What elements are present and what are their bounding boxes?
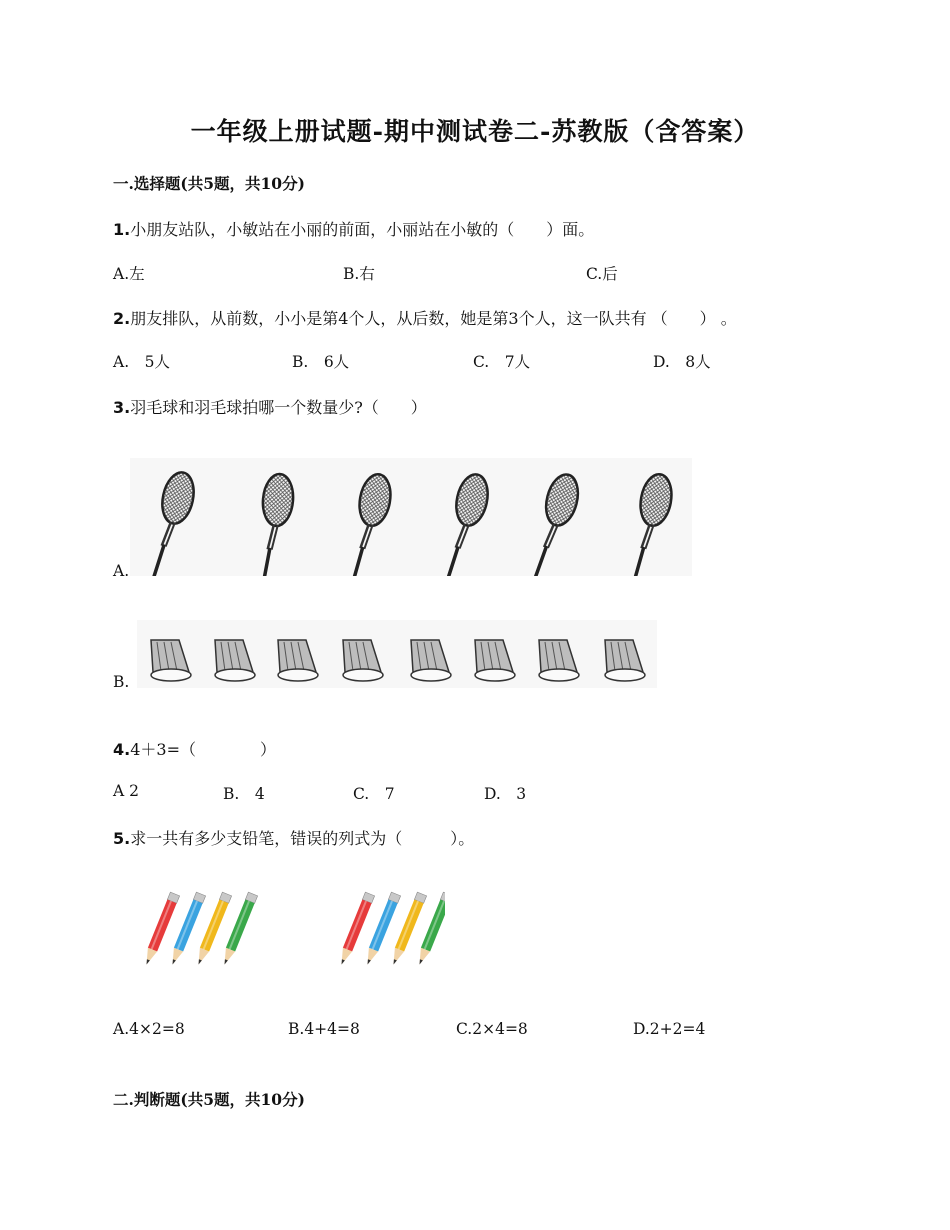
option-b[interactable]: B. [113,673,130,691]
page-title: 一年级上册试题-期中测试卷二-苏教版（含答案） [190,117,760,146]
question-1 [113,217,594,240]
option-c[interactable]: C.2×4=8 [456,1020,528,1038]
option-c[interactable]: C. 7人 [473,353,531,371]
option-b[interactable]: B.4+4=8 [288,1020,360,1038]
question-text: 羽毛球和羽毛球拍哪一个数量少?（ ） [130,398,427,417]
option-a[interactable]: A.4×2=8 [113,1020,185,1038]
option-a[interactable]: A 2 [113,782,139,800]
question-number: 5. [113,829,131,848]
option-a[interactable]: A.左 [113,265,145,283]
option-a[interactable]: A. [113,562,130,580]
pencils-image [125,888,445,974]
question-text: 朋友排队，从前数，小小是第4个人，从后数，她是第3个人，这一队共有 （ ） 。 [130,309,737,328]
option-d[interactable]: D.2+2=4 [633,1020,706,1038]
question-4 [113,737,276,760]
question-number: 4. [113,740,131,759]
question-number: 3. [113,398,131,417]
section-heading-choice: 一.选择题(共5题，共10分) [113,174,305,193]
question-2 [113,306,737,329]
option-d[interactable]: D. 3 [484,785,527,803]
option-b[interactable]: B.右 [343,265,375,283]
option-b[interactable]: B. 6人 [292,353,350,371]
option-c[interactable]: C. 7 [353,785,395,803]
question-3 [113,395,427,418]
question-5 [113,826,474,849]
question-text: 求一共有多少支铅笔，错误的列式为（ ）。 [130,829,475,848]
question-text: 小朋友站队，小敏站在小丽的前面，小丽站在小敏的（ ）面。 [130,220,595,239]
option-c[interactable]: C.后 [586,265,618,283]
option-a[interactable]: A. 5人 [113,353,170,371]
question-text: 4＋3=（ ） [130,740,276,759]
option-b[interactable]: B. 4 [223,785,265,803]
shuttlecocks-image [137,620,657,688]
section-heading-judgment: 二.判断题(共5题，共10分) [113,1090,305,1109]
option-d[interactable]: D. 8人 [653,353,711,371]
question-number: 2. [113,309,131,328]
question-number: 1. [113,220,131,239]
rackets-image [130,458,692,576]
